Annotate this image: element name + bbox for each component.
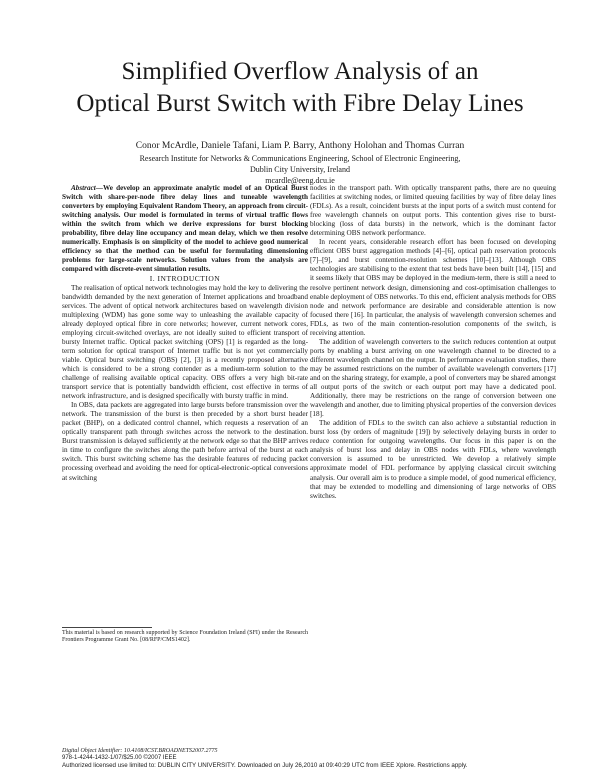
abstract-label: Abstract— xyxy=(71,184,103,192)
right-paragraph: The addition of FDLs to the switch can also achieve a substantial reduction in burst loss (by orders of magnitude [19]) by selectively delaying bursts in order to reduce contention for outgoing wavelengths. Our focus in this paper is on the analysis of burst loss and delay in OBS nodes with FDLs, where wavelength conversion is assumed to be unrestricted. We develop a relatively simple approximate model of FDL performance by applying classical circuit switching analysis. Our overall aim is to produce a simple model, of good numerical efficiency, that may be extended to modelling and dimensioning of large networks of OBS switches. xyxy=(310,419,556,500)
abstract xyxy=(62,184,308,274)
affiliation-line-2: Dublin City University, Ireland xyxy=(250,165,350,174)
author-block xyxy=(40,140,560,186)
copyright-notice: 978-1-4244-1432-1/07/$25.00 ©2007 IEEE xyxy=(62,755,177,761)
right-paragraph: The addition of wavelength converters to the switch reduces contention at output ports by enabling a burst arriving on one wavelength channel to be directed to a different wavelength channel on the output. In performance evaluation studies, there may be assumed restrictions on the number of available wavelength converters [17] and on the sharing strategy, for example, a pool of converters may be shared amongst all output ports of the switch or each output port may have a dedicated pool. Additionally, there may be restrictions on the range of conversion between one wavelength and another, due to limiting physical properties of the conversion devices [18]. xyxy=(310,337,556,419)
license-notice: Authorized licensed use limited to: DUBLIN CITY UNIVERSITY. Downloaded on July 26,2010 at 09:40:29 UTC from IEEE Xplore. Restrictions apply. xyxy=(62,762,468,769)
funding-footnote: This material is based on research supported by Science Foundation Ireland (SFI) under the Research Frontiers Programme Grant No. [08/RFP/CMS1402]. xyxy=(62,630,308,644)
paper-title xyxy=(40,56,560,120)
section-heading-introduction: I. INTRODUCTION xyxy=(149,274,221,284)
footnote-divider xyxy=(62,627,152,628)
left-paragraph: The realisation of optical network technologies may hold the key to delivering the bandwidth demanded by the next generation of Internet applications and broadband services. The advent of optical network architectures based on wavelength division multiplexing (WDM) has gone some way to unleashing the available capacity of already deployed optical fibre in core networks; however, current network cores, employing circuit-switched overlays, are not ideally suited to efficient transport of bursty Internet traffic. Optical packet switching (OPS) [1] is regarded as the long-term solution for optical transport of Internet traffic but is not yet commercially viable. Optical burst switching (OBS) [2], [3] is a recently proposed alternative which is considered to be a strong contender as a medium-term solution to the challenge of realising available optical capacity. OBS offers a very high bit-rate transport service that is potentially bandwidth efficient, cost effective in terms of network infrastructure, and is designed specifically with bursty traffic in mind. xyxy=(62,283,308,401)
right-paragraph: nodes in the transport path. With optically transparent paths, there are no queuing facilities at switching nodes, or limited queuing facilities by way of fibre delay lines (FDLs). As a result, coincident bursts at the input ports of a switch must contend for free wavelength channels on output ports. This contention gives rise to burst-blocking (loss of data bursts) in the network, which is the dominant factor determining OBS network performance. xyxy=(310,184,556,238)
title-line-2: Optical Burst Switch with Fibre Delay Lines xyxy=(76,90,524,117)
affiliation-line-1: Research Institute for Networks & Communications Engineering, School of Electronic Engineering, xyxy=(139,154,461,163)
author-email: mcardle@eeng.dcu.ie xyxy=(265,176,335,185)
abstract-text: We develop an approximate analytic model of an Optical Burst Switch with share-per-node fibre delay lines and tuneable wavelength converters by employing Equivalent Random Theory, an approach from circuit-switching analysis. Our model is formulated in terms of virtual traffic flows within the switch from which we derive expressions for burst blocking probability, fibre delay line occupancy and mean delay, which we then resolve numerically. Emphasis is on simplicity of the model to achieve good numerical efficiency so that the method can be useful for formulating dimensioning problems for large-scale networks. Solution values from the analysis are compared with discrete-event simulation results. xyxy=(62,184,308,274)
right-paragraph: In recent years, considerable research effort has been focused on developing efficient OBS burst aggregation methods [4]–[6], optical path reservation protocols [7]–[9], and burst contention-resolution schemes [10]–[13]. Although OBS technologies are stabilising to the extent that test beds have been built [14], [15] and it seems likely that OBS may be deployed in the medium-term, there is still a need to resolve pertinent network design, dimensioning and cost-optimisation challenges to enable deployment of OBS networks. To this end, efficient analysis methods for OBS node and network performance are desirable and considerable attention is now focused there [16]. In particular, the analysis of wavelength conversion schemes and FDLs, as two of the main contention-resolution components of the switch, is receiving attention. xyxy=(310,238,556,337)
title-line-1: Simplified Overflow Analysis of an xyxy=(121,58,479,85)
author-names: Conor McArdle, Daniele Tafani, Liam P. Barry, Anthony Holohan and Thomas Curran xyxy=(135,141,465,151)
doi-identifier: Digital Object Identifier: 10.4108/ICST.BROADNETS2007.2775 xyxy=(62,748,218,754)
right-column xyxy=(310,184,556,724)
left-paragraph: In OBS, data packets are aggregated into large bursts before transmission over the network. The transmission of the burst is then preceded by a short burst header packet (BHP), on a dedicated control channel, which requests a reservation of an optically transparent path through switches across the network to the destination. Burst transmission is delayed sufficiently at the network edge so that the BHP arrives in time to configure the switches along the path before arrival of the burst at each switch. This burst switching scheme has the desirable features of reducing packet processing overhead and avoiding the need for optical-electronic-optical conversions at switching xyxy=(62,401,308,482)
left-column xyxy=(62,184,308,654)
